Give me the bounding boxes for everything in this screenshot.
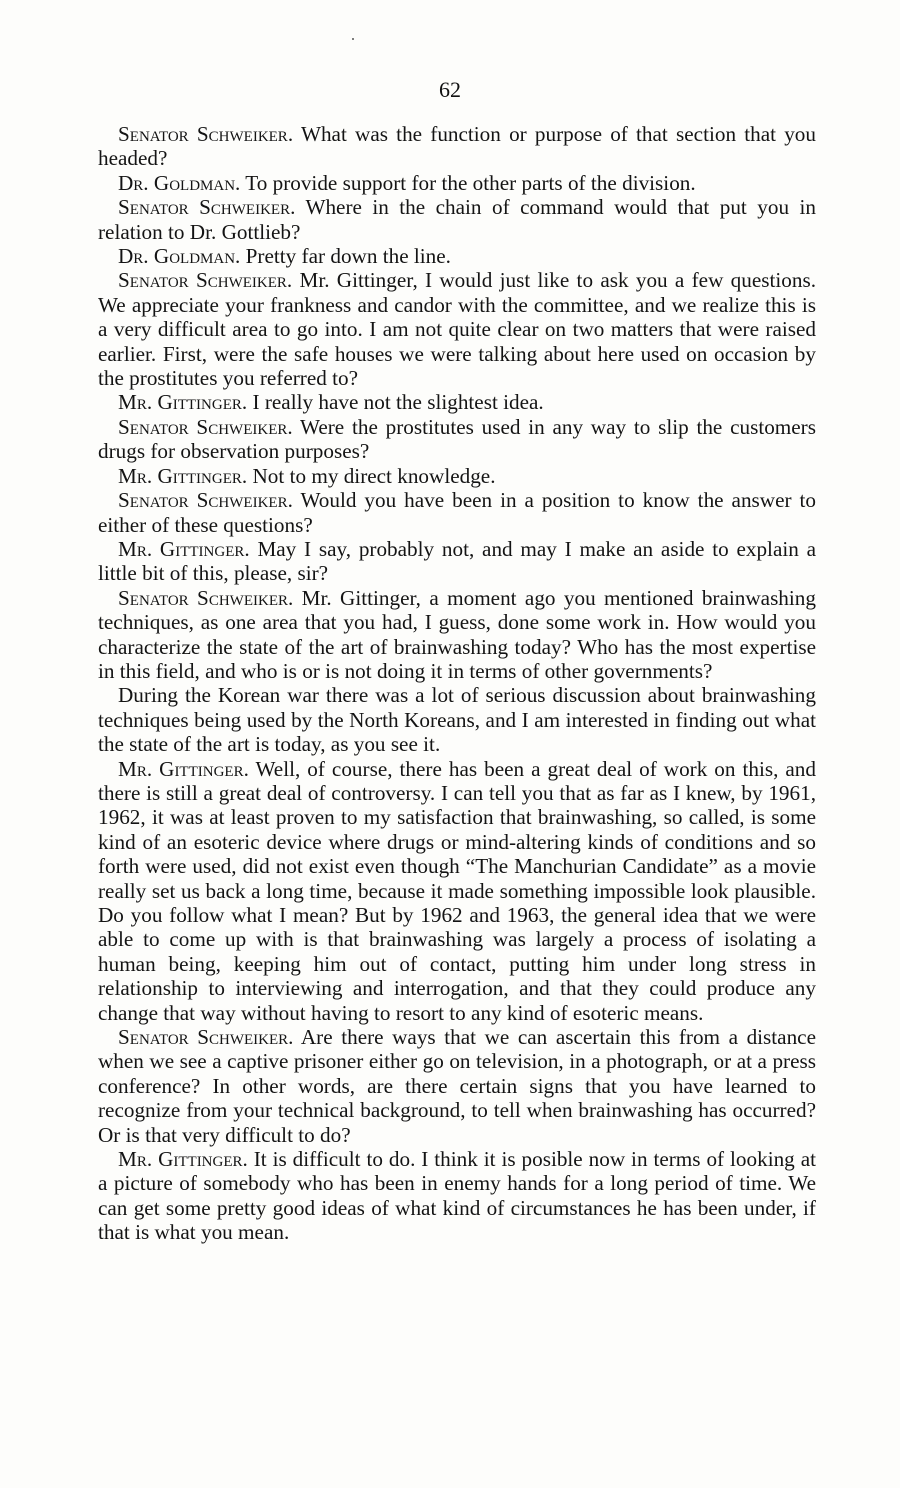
speaker-name: Senator Schweiker. bbox=[118, 268, 293, 293]
speaker-name: Dr. Goldman. bbox=[118, 170, 241, 195]
paragraph-text: Pretty far down the line. bbox=[240, 244, 451, 269]
transcript-paragraph bbox=[98, 586, 816, 684]
transcript-paragraph bbox=[98, 683, 816, 756]
speaker-name: Senator Schweiker. bbox=[118, 585, 294, 610]
paragraph-text: What was the function or purpose of that section that you headed? bbox=[98, 122, 816, 171]
speaker-name: Mr. Gittinger. bbox=[118, 756, 249, 781]
transcript-paragraph bbox=[98, 122, 816, 171]
paragraph-text: Would you have been in a position to know the answer to either of these questions? bbox=[98, 488, 816, 537]
paragraph-text: I really have not the slightest idea. bbox=[247, 390, 544, 415]
transcript-paragraph bbox=[98, 390, 816, 414]
paragraph-text: Mr. Gittinger, a moment ago you mentioned brainwashing techniques, as one area that you had, I guess, done some work in. How would you characterize the state of the art of brainwashing today? Who has the most expertise in this field, and who is or is not doing it in terms of other governments? bbox=[98, 585, 816, 683]
paragraph-text: Are there ways that we can ascertain this from a distance when we see a captive prisoner either go on television, in a photograph, or at a press conference? In other words, are there certain signs that you have learned to recognize from your technical background, to tell when brainwashing has occurred? Or is that very difficult to do? bbox=[98, 1025, 816, 1147]
paragraph-text: During the Korean war there was a lot of serious discussion about brainwashing techniques being used by the North Koreans, and I am interested in finding out what the state of the art is today, as you see it. bbox=[98, 683, 816, 757]
page-number: 62 bbox=[439, 77, 461, 102]
speaker-name: Mr. Gittinger. bbox=[118, 463, 248, 488]
paragraph-text: May I say, probably not, and may I make an aside to explain a little bit of this, please, sir? bbox=[98, 536, 817, 586]
paragraph-text: Mr. Gittinger, I would just like to ask you a few questions. We appreciate your frankness and candor with the committee, and we realize this is a very difficult area to go into. I am not quite clear on two matters that were raised earlier. First, were the safe houses we were talking about here used on occasion by the prostitutes you referred to? bbox=[98, 268, 816, 391]
speaker-name: Mr. Gittinger. bbox=[118, 536, 250, 561]
transcript-paragraph bbox=[98, 537, 816, 586]
transcript-paragraph bbox=[98, 488, 816, 537]
paragraph-text: Well, of course, there has been a great deal of work on this, and there is still a great deal of controversy. I can tell you that as far as I knew, by 1961, 1962, it was at least proven to my satisfaction that brainwashing, so called, is some kind of an esoteric device where drugs or mind-altering kinds of conditions and so forth were used, did not exist even though “The Manchurian Candidate” as a movie really set us back a long time, because it made something impossible look plausible. Do you follow what I mean? But by 1962 and 1963, the general idea that we were able to come up with is that brainwashing was largely a process of isolating a human being, keeping him out of contact, putting him under long stress in relationship to interviewing and interrogation, and that they could produce any change that way without having to resort to any kind of esoteric means. bbox=[98, 756, 816, 1025]
transcript-paragraph bbox=[98, 244, 816, 268]
transcript-paragraph bbox=[98, 1025, 816, 1147]
transcript-paragraph bbox=[98, 171, 816, 195]
speaker-name: Mr. Gittinger. bbox=[118, 390, 248, 415]
speaker-name: Senator Schweiker. bbox=[118, 1025, 294, 1050]
paragraph-text: To provide support for the other parts of the division. bbox=[240, 170, 696, 195]
paragraph-text: Not to my direct knowledge. bbox=[247, 463, 496, 488]
paragraph-text: It is difficult to do. I think it is posible now in terms of looking at a picture of somebody who has been in enemy hands for a long period of time. We can get some pretty good ideas of what kind of circumstances he has been under, if that is what you mean. bbox=[98, 1147, 816, 1245]
transcript-paragraph bbox=[98, 268, 816, 390]
transcript-body bbox=[98, 122, 816, 1245]
transcript-paragraph bbox=[98, 464, 816, 488]
transcript-paragraph bbox=[98, 415, 816, 464]
speaker-name: Senator Schweiker. bbox=[118, 195, 296, 220]
speaker-name: Senator Schweiker. bbox=[118, 488, 293, 513]
speaker-name: Mr. Gittinger. bbox=[118, 1147, 248, 1172]
speaker-name: Dr. Goldman. bbox=[118, 244, 241, 269]
transcript-paragraph bbox=[98, 195, 816, 244]
scan-speck bbox=[352, 38, 354, 40]
paragraph-text: Where in the chain of command would that put you in relation to Dr. Gottlieb? bbox=[98, 195, 816, 244]
speaker-name: Senator Schweiker. bbox=[118, 122, 294, 146]
paragraph-text: Were the prostitutes used in any way to slip the customers drugs for observation purposes? bbox=[98, 414, 816, 464]
speaker-name: Senator Schweiker. bbox=[118, 414, 293, 439]
transcript-paragraph bbox=[98, 1147, 816, 1245]
transcript-paragraph bbox=[98, 757, 816, 1025]
